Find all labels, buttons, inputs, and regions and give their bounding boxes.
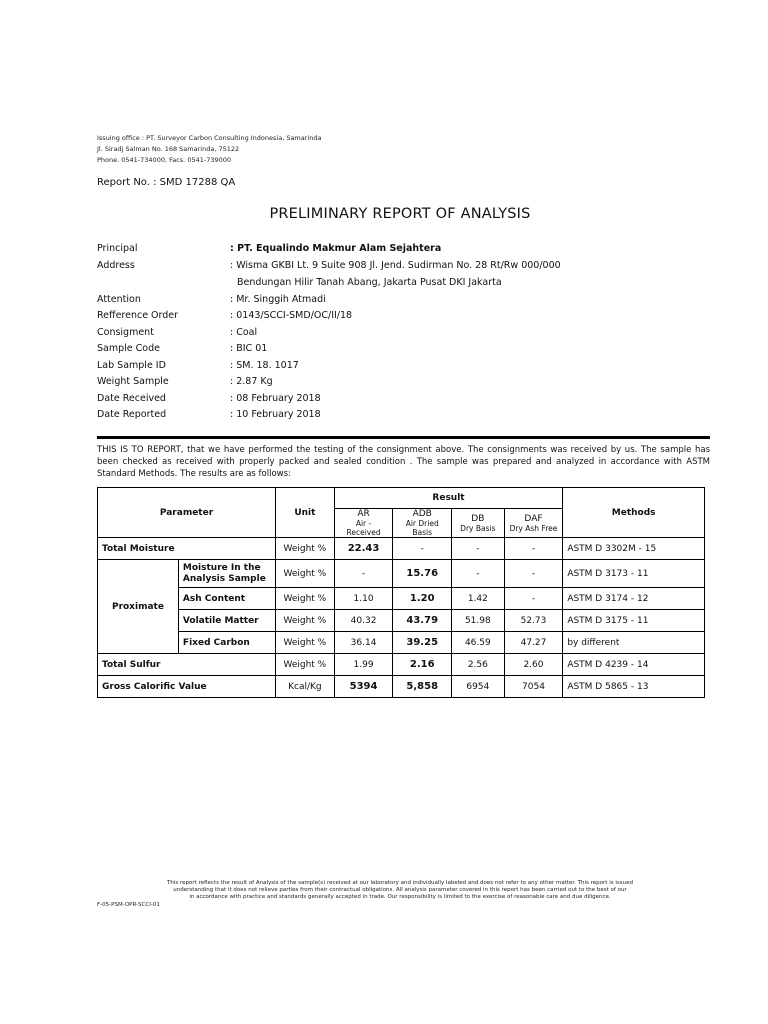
info-label: Refference Order <box>97 310 179 321</box>
param-cell: Fixed Carbon <box>178 632 275 654</box>
info-value: : 08 February 2018 <box>230 393 321 404</box>
proximate-group-label: Proximate <box>98 560 179 654</box>
db-cell: 1.42 <box>452 588 505 610</box>
info-label: Date Received <box>97 393 166 404</box>
param-cell: Ash Content <box>178 588 275 610</box>
table-row <box>98 560 705 588</box>
header-ar: AR Air - Received <box>334 509 393 538</box>
header-methods: Methods <box>563 488 705 538</box>
daf-cell: 47.27 <box>504 632 563 654</box>
report-title: PRELIMINARY REPORT OF ANALYSIS <box>269 206 531 222</box>
info-value: : SM. 18. 1017 <box>230 360 299 371</box>
method-cell: ASTM D 3174 - 12 <box>563 588 705 610</box>
daf-cell: 2.60 <box>504 654 563 676</box>
method-cell: by different <box>563 632 705 654</box>
param-cell: Volatile Matter <box>178 610 275 632</box>
ar-cell: 1.99 <box>334 654 393 676</box>
unit-cell: Weight % <box>276 588 335 610</box>
unit-cell: Weight % <box>276 654 335 676</box>
adb-cell: 43.79 <box>393 610 452 632</box>
info-label: Consigment <box>97 327 154 338</box>
info-value: : BIC 01 <box>230 343 268 354</box>
table-row <box>98 654 705 676</box>
daf-cell: - <box>504 538 563 560</box>
daf-cell: - <box>504 588 563 610</box>
header-daf: DAF Dry Ash Free <box>504 509 563 538</box>
table-row <box>98 632 705 654</box>
header-parameter: Parameter <box>98 488 276 538</box>
ar-cell: - <box>334 560 393 588</box>
info-label: Address <box>97 260 135 271</box>
info-value: : 0143/SCCI-SMD/OC/II/18 <box>230 310 353 321</box>
daf-cell: 7054 <box>504 676 563 698</box>
table-row <box>98 610 705 632</box>
db-cell: 51.98 <box>452 610 505 632</box>
info-label: Attention <box>97 294 141 305</box>
adb-cell: 5,858 <box>393 676 452 698</box>
daf-cell: 52.73 <box>504 610 563 632</box>
divider <box>97 436 710 439</box>
method-cell: ASTM D 3173 - 11 <box>563 560 705 588</box>
issuing-office <box>97 133 321 166</box>
info-value: Bendungan Hilir Tanah Abang, Jakarta Pusat DKI Jakarta <box>237 277 502 288</box>
daf-cell: - <box>504 560 563 588</box>
param-cell: Gross Calorific Value <box>98 676 276 698</box>
param-cell: Total Sulfur <box>98 654 276 676</box>
results-table <box>97 487 705 698</box>
disclaimer-line-3: in accordance with practice and standards generally accepted in trade. Our responsibility is limited to the exercise of reasonable care and due diligence. <box>189 893 611 900</box>
info-label: Sample Code <box>97 343 160 354</box>
adb-cell: 1.20 <box>393 588 452 610</box>
issuer-line-3: Phone. 0541-734000, Facs. 0541-739000 <box>97 156 232 164</box>
form-code: F-05-PSM-OPR-SCCI-01 <box>97 902 160 908</box>
disclaimer-line-2: understanding that it does not relieve parties from their contractual obligations. All analysis parameter covered in this report has been carried out to the best of our <box>173 886 627 893</box>
info-value: : Mr. Singgih Atmadi <box>230 294 326 305</box>
info-value: : Wisma GKBI Lt. 9 Suite 908 Jl. Jend. Sudirman No. 28 Rt/Rw 000/000 <box>230 260 561 271</box>
adb-cell: - <box>393 538 452 560</box>
info-label: Lab Sample ID <box>97 360 166 371</box>
issuer-line-2: Jl. Siradj Salman No. 168 Samarinda, 75122 <box>97 145 240 153</box>
disclaimer <box>140 880 660 900</box>
unit-cell: Weight % <box>276 610 335 632</box>
report-number: Report No. : SMD 17288 QA <box>97 177 236 188</box>
info-label: Weight Sample <box>97 376 169 387</box>
unit-cell: Weight % <box>276 538 335 560</box>
header-db: DB Dry Basis <box>452 509 505 538</box>
adb-cell: 2.16 <box>393 654 452 676</box>
info-value: : PT. Equalindo Makmur Alam Sejahtera <box>230 243 442 254</box>
ar-cell: 36.14 <box>334 632 393 654</box>
unit-cell: Weight % <box>276 560 335 588</box>
info-value: : Coal <box>230 327 258 338</box>
adb-cell: 15.76 <box>393 560 452 588</box>
adb-cell: 39.25 <box>393 632 452 654</box>
disclaimer-line-1: This report reflects the result of Analysis of the sample(s) received at our laboratory and individually labeled and does not refer to any other matter. This report is issued <box>167 880 633 886</box>
table-row <box>98 538 705 560</box>
method-cell: ASTM D 3302M - 15 <box>563 538 705 560</box>
header-result: Result <box>334 488 563 509</box>
table-row <box>98 676 705 698</box>
header-adb: ADB Air Dried Basis <box>393 509 452 538</box>
ar-cell: 5394 <box>334 676 393 698</box>
unit-cell: Kcal/Kg <box>276 676 335 698</box>
info-label: Date Reported <box>97 409 167 420</box>
unit-cell: Weight % <box>276 632 335 654</box>
param-cell: Total Moisture <box>98 538 276 560</box>
ar-cell: 1.10 <box>334 588 393 610</box>
param-cell: Moisture In the Analysis Sample <box>178 560 275 588</box>
method-cell: ASTM D 3175 - 11 <box>563 610 705 632</box>
info-value: : 2.87 Kg <box>230 376 273 387</box>
info-value: : 10 February 2018 <box>230 409 321 420</box>
ar-cell: 22.43 <box>334 538 393 560</box>
method-cell: ASTM D 5865 - 13 <box>563 676 705 698</box>
db-cell: - <box>452 560 505 588</box>
intro-paragraph: THIS IS TO REPORT, that we have performed the testing of the consignment above. The consignments was received by us. The sample has been checked as received with properly packed and sealed condition . The sample was prepared and analyzed in accordance with ASTM Standard Methods. The results are as follows: <box>97 445 710 479</box>
db-cell: - <box>452 538 505 560</box>
db-cell: 6954 <box>452 676 505 698</box>
method-cell: ASTM D 4239 - 14 <box>563 654 705 676</box>
issuer-line-1: Issuing office : PT. Surveyor Carbon Consulting Indonesia, Samarinda <box>97 134 322 142</box>
header-unit: Unit <box>276 488 335 538</box>
ar-cell: 40.32 <box>334 610 393 632</box>
table-row <box>98 588 705 610</box>
db-cell: 2.56 <box>452 654 505 676</box>
info-label: Principal <box>97 243 138 254</box>
db-cell: 46.59 <box>452 632 505 654</box>
